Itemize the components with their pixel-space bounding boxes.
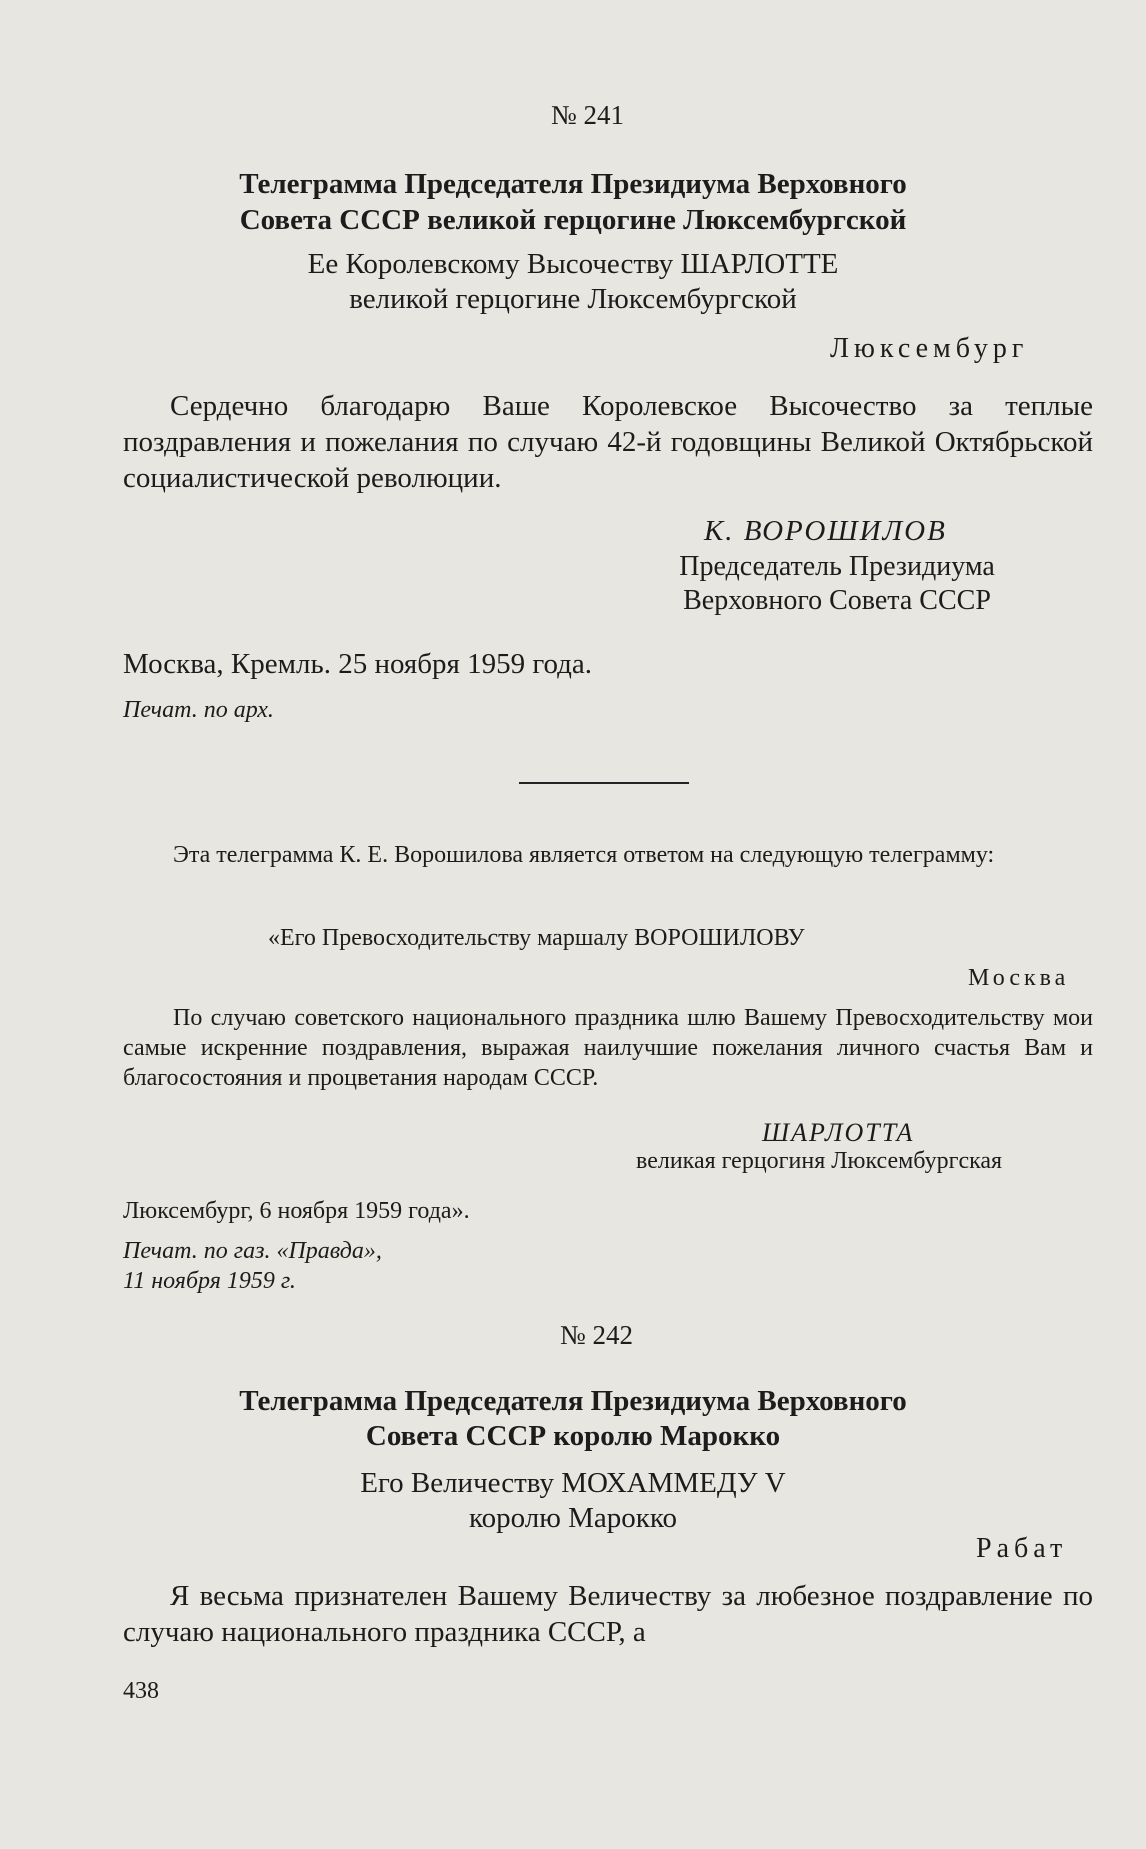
doc242-title-line2: Совета СССР королю Марокко	[365, 1420, 781, 1452]
note-place-date: Люксембург, 6 ноября 1959 года».	[123, 1198, 470, 1224]
doc242-city: Рабат	[976, 1533, 1068, 1564]
note-signature-title: великая герцогиня Люксембургская	[636, 1148, 1003, 1174]
note-source-line2: 11 ноября 1959 г.	[123, 1268, 296, 1294]
doc242-addressee-line2: королю Марокко	[469, 1502, 677, 1534]
doc241-title-line1: Телеграмма Председателя Президиума Верховного	[239, 168, 907, 200]
doc241-place-date: Москва, Кремль. 25 ноября 1959 года.	[123, 648, 593, 680]
doc242-number: № 242	[560, 1320, 634, 1350]
doc242-addressee-line1: Его Величеству МОХАММЕДУ V	[360, 1467, 786, 1499]
doc242-body: Я весьма признателен Вашему Величеству за любезное поздравление по случаю национального праздника СССР, а	[123, 1580, 1093, 1648]
doc241-title-line2: Совета СССР великой герцогине Люксембургской	[239, 204, 907, 236]
note-body: По случаю советского национального праздника шлю Вашему Превосходительству мои самые искренние поздравления, выражая наилучшие пожелания личного счастья Вам и благосостояния и процветания народам СССР.	[123, 1005, 1093, 1091]
doc241-addressee-line2: великой герцогине Люксембургской	[349, 283, 797, 315]
page-number: 438	[123, 1678, 159, 1704]
doc241-position-line2: Верховного Совета СССР	[683, 585, 991, 616]
note-city: Москва	[968, 965, 1070, 991]
doc241-addressee-line1: Ее Королевскому Высочеству ШАРЛОТТЕ	[307, 248, 839, 280]
section-divider	[519, 782, 689, 784]
note-intro: Эта телеграмма К. Е. Ворошилова является ответом на следующую телеграмму:	[173, 842, 995, 868]
doc241-signature: К. ВОРОШИЛОВ	[704, 515, 947, 547]
doc241-body: Сердечно благодарю Ваше Королевское Высочество за теплые поздравления и пожелания по случаю 42-й годовщины Великой Октябрьской социалистической революции.	[123, 390, 1093, 494]
doc241-source: Печат. по арх.	[123, 697, 274, 723]
doc241-number: № 241	[551, 100, 625, 130]
note-signature: ШАРЛОТТА	[762, 1118, 915, 1147]
doc241-position-line1: Председатель Президиума	[679, 551, 995, 582]
doc241-city: Люксембург	[830, 333, 1029, 364]
note-source-line1: Печат. по газ. «Правда»,	[123, 1238, 382, 1264]
note-addressee: «Его Превосходительству маршалу ВОРОШИЛОВУ	[268, 925, 805, 951]
doc242-title-line1: Телеграмма Председателя Президиума Верховного	[239, 1385, 907, 1417]
